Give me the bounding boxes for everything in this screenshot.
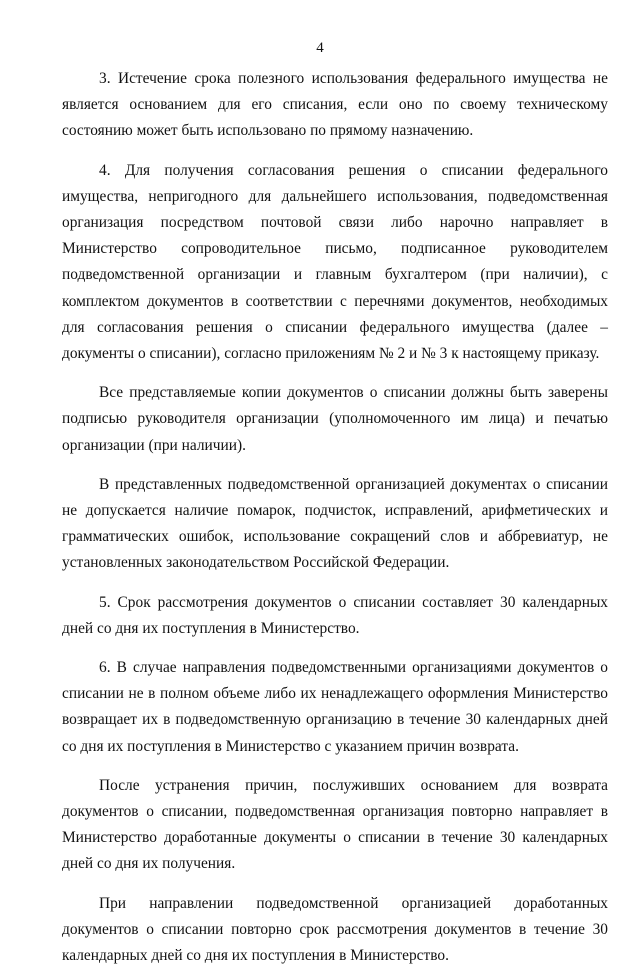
paragraph-no-corrections: В представленных подведомственной организацией документах о списании не допускается наличие помарок, подчисток, исправлений, арифметических и грамматических ошибок, использование сокращений слов и аббревиатур, не установленных законодательством Российской Федерации. [62,475,608,572]
paragraph-item-4: 4. Для получения согласования решения о списании федерального имущества, непригодного для дальнейшего использования, подведомственная организация посредством почтовой связи либо нарочно направляет в Министерство сопроводительное письмо, подписанное руководителем подведомственной организации и главным бухгалтером (при наличии), с комплектом документов в соответствии с перечнями документов, необходимых для согласования решения о списании федерального имущества (далее – документы о списании), согласно приложениям № 2 и № 3 к настоящему приказу. [62,161,608,363]
paragraph-item-5: 5. Срок рассмотрения документов о списании составляет 30 календарных дней со дня их поступления в Министерство. [62,593,608,637]
document-body [62,66,608,969]
paragraph-resubmission: После устранения причин, послуживших основанием для возврата документов о списании, подведомственная организация повторно направляет в Министерство доработанные документы о списании в течение 30 календарных дней со дня их получения. [62,776,608,873]
paragraph-certified-copies: Все представляемые копии документов о списании должны быть заверены подписью руководителя организации (уполномоченного им лица) и печатью организации (при наличии). [62,384,608,454]
paragraph-repeat-review: При направлении подведомственной организацией доработанных документов о списании повторно срок рассмотрения документов в течение 30 календарных дней со дня их поступления в Министерство. [62,894,608,965]
page-number: 4 [316,40,324,56]
paragraph-item-3: 3. Истечение срока полезного использования федерального имущества не является основанием для его списания, если оно по своему техническому состоянию может быть использовано по прямому назначению. [62,70,608,140]
paragraph-item-6: 6. В случае направления подведомственными организациями документов о списании не в полном объеме либо их ненадлежащего оформления Министерство возвращает их в подведомственную организацию в течение 30 календарных дней со дня их поступления в Министерство с указанием причин возврата. [62,659,608,755]
